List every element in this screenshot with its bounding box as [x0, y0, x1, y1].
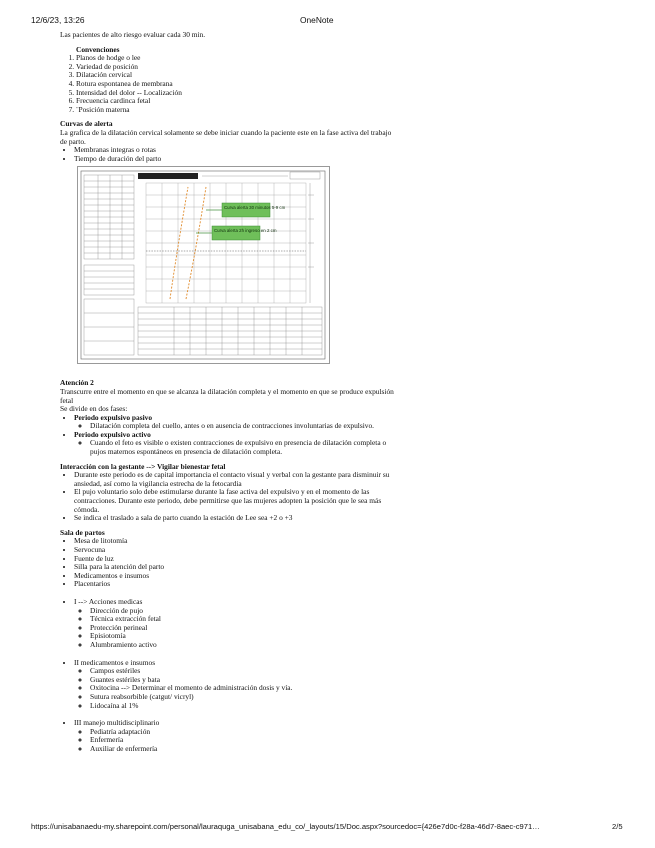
- list-item: ◦ Dirección de pujo: [90, 607, 400, 616]
- convenciones-list: [60, 54, 400, 114]
- print-datetime: 12/6/23, 13:26: [31, 15, 85, 25]
- list-item: • Mesa de litotomía: [74, 537, 400, 546]
- list-item: • Medicamentos e insumos: [74, 572, 400, 581]
- list-item: • Se indica el traslado a sala de parto cuando la estación de Lee sea +2 o +3: [74, 514, 400, 523]
- group-title: I --> Acciones medicas: [74, 596, 143, 606]
- group-1: [60, 598, 400, 650]
- list-item: ◦ Protección perineal: [90, 624, 400, 633]
- curvas-title: Curvas de alerta: [60, 119, 113, 129]
- list-item: ◦ Sutura reabsorbible (catgut/ vicryl): [90, 693, 400, 702]
- list-item: ◦ Campos estériles: [90, 667, 400, 676]
- list-item: • Placentarios: [74, 580, 400, 589]
- group-title: III manejo multidisciplinario: [74, 718, 160, 728]
- list-item: 1. Planos de hodge o lee: [76, 54, 400, 63]
- curvas-list: [60, 146, 400, 163]
- list-item: ◦ Oxitocina --> Determinar el momento de administración dosis y vía.: [90, 684, 400, 693]
- list-item: 5. Intensidad del dolor -- Localización: [76, 89, 400, 98]
- list-item: ◦ Cuando el feto es visible o existen contracciones de expulsivo en presencia de dilatación completa o pujos maternos espontáneos en presencia de dilatación completa.: [90, 439, 400, 456]
- green-label-2: Curva alerta 2h ingreso en 2 cm: [214, 228, 277, 234]
- list-item: ◦ Alumbramiento activo: [90, 641, 400, 650]
- interaccion-list: [60, 471, 400, 523]
- list-item: 6. Frecuencia cardinca fetal: [76, 97, 400, 106]
- phase-name: Periodo expulsivo pasivo: [74, 412, 153, 422]
- list-item: 7. ¨Posición materna: [76, 106, 400, 115]
- group-title: II medicamentos e insumos: [74, 657, 156, 667]
- intro-text: Las pacientes de alto riesgo evaluar cada 30 min.: [60, 30, 206, 39]
- print-url: https://unisabanaedu-my.sharepoint.com/personal/lauraquga_unisabana_edu_co/_layouts/15/Doc.aspx?sourcedoc={426e7d0c-f28a-46d7-8aec-c971…: [31, 822, 540, 831]
- sala-title: Sala de partos: [60, 527, 105, 537]
- list-item: • Durante este periodo es de capital importancia el contacto visual y verbal con la gestante para disminuir su ansiedad, así como la vigilancia estrecha de la fetocardia: [74, 471, 400, 488]
- phase-name: Periodo expulsivo activo: [74, 429, 151, 439]
- list-item: ◦ Dilatación completa del cuello, antes o en ausencia de contracciones involuntarias de expulsivo.: [90, 422, 400, 431]
- list-item: [74, 719, 400, 753]
- print-app-title: OneNote: [300, 15, 334, 25]
- list-item: 2. Variedad de posición: [76, 63, 400, 72]
- atencion2-title: Atención 2: [60, 378, 94, 388]
- list-item: 3. Dilatación cervical: [76, 71, 400, 80]
- interaccion-title: Interacción con la gestante --> Vigilar bienestar fetal: [60, 461, 226, 471]
- list-item: • Membranas integras o rotas: [74, 146, 400, 155]
- list-item: [74, 414, 400, 431]
- list-item: • Tiempo de duración del parto: [74, 155, 400, 164]
- list-item: ◦ Enfermería: [90, 736, 400, 745]
- list-item: ◦ Auxiliar de enfermería: [90, 745, 400, 754]
- atencion2-subtext: Se divide en dos fases:: [60, 404, 128, 414]
- list-item: • Fuente de luz: [74, 555, 400, 564]
- group-3: [60, 719, 400, 753]
- partograma-image: [77, 166, 330, 364]
- list-item: • Silla para la atención del parto: [74, 563, 400, 572]
- list-item: [74, 431, 400, 457]
- convenciones-title: Convenciones: [76, 44, 120, 54]
- green-label-1: Curva alerta 30 minutos 5-9 cm: [224, 205, 286, 211]
- sala-list: [60, 537, 400, 589]
- list-item: ◦ Guantes estériles y bata: [90, 676, 400, 685]
- curvas-text: La grafica de la dilatación cervical solamente se debe iniciar cuando la paciente este en la fase activa del trabajo de parto.: [60, 127, 392, 146]
- list-item: ◦ Pediatría adaptación: [90, 728, 400, 737]
- partograma-drawing: [78, 167, 329, 363]
- atencion2-text: Transcurre entre el momento en que se alcanza la dilatación completa y el momento en que se produce expulsión fetal: [60, 386, 394, 405]
- group-2: [60, 659, 400, 711]
- list-item: • Servocuna: [74, 546, 400, 555]
- list-item: [74, 659, 400, 711]
- list-item: ◦ Lidocaína al 1%: [90, 702, 400, 711]
- print-page-number: 2/5: [612, 822, 623, 831]
- list-item: ◦ Técnica extracción fetal: [90, 615, 400, 624]
- list-item: [74, 598, 400, 650]
- list-item: • El pujo voluntario solo debe estimularse durante la fase activa del expulsivo y en el momento de las contracciones. Durante este periodo, debe permitirse que las mujeres adopten la posición que le sea más cómoda.: [74, 488, 400, 514]
- list-item: ◦ Episiotomía: [90, 632, 400, 641]
- phases-list: [60, 414, 400, 457]
- list-item: 4. Rotura espontanea de membrana: [76, 80, 400, 89]
- note-content: [60, 31, 400, 753]
